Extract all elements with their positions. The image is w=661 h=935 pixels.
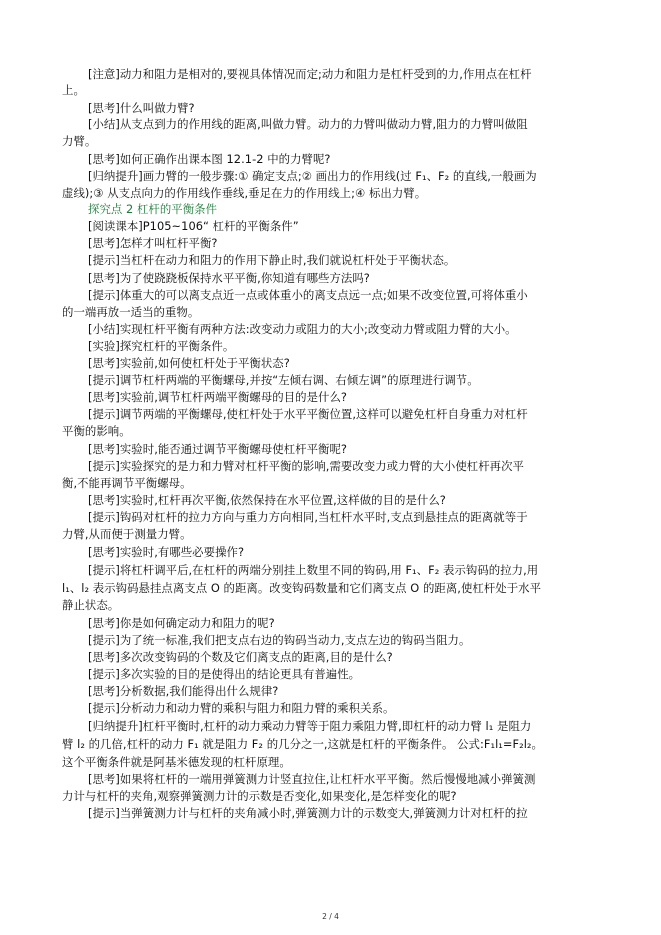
text-line: [提示]当弹簧测力计与杠杆的夹角减小时,弹簧测力计的示数变大,弹簧测力计对杠杆的拉: [88, 806, 528, 820]
text-line: 虚线);③ 从支点向力的作用线作垂线,垂足在力的作用线上;④ 标出力臂。: [62, 186, 427, 200]
text-line: [思考]分析数据,我们能得出什么规律?: [88, 684, 279, 698]
text-line: [提示]将杠杆调平后,在杠杆的两端分别挂上数里不同的钩码,用 F₁、F₂ 表示钩码的拉力,用: [88, 563, 539, 577]
text-line: [提示]分析动力和动力臂的乘积与阻力和阻力臂的乘积关系。: [88, 701, 395, 715]
text-line: 的一端再放一适当的重物。: [62, 305, 200, 319]
text-line: [思考]实验时,杠杆再次平衡,依然保持在水平位置,这样做的目的是什么?: [88, 493, 446, 507]
text-line: 这个平衡条件就是阿基米德发现的杠杆原理。: [62, 755, 291, 769]
text-line: [思考]如果将杠杆的一端用弹簧测力计竖直拉住,让杠杆水平平衡。然后慢慢地减小弹簧测: [88, 772, 536, 786]
text-line: [思考]实验时,能否通过调节平衡螺母使杠杆平衡呢?: [88, 442, 348, 456]
page-number: 2 / 4: [322, 912, 339, 921]
text-line: [小结]实现杠杆平衡有两种方法:改变动力或阻力的大小;改变动力臂或阻力臂的大小。: [88, 322, 517, 336]
text-line: [提示]调节两端的平衡螺母,使杠杆处于水平平衡位置,这样可以避免杠杆自身重力对杠杆: [88, 407, 528, 421]
text-line: 衡,不能再调节平衡螺母。: [62, 476, 192, 490]
text-line: l₁、l₂ 表示钩码悬挂点离支点 O 的距离。改变钩码数量和它们离支点 O 的距离,使杠杆处于水平: [62, 581, 542, 595]
text-line: [归纳提升]画力臂的一般步骤:① 确定支点;② 画出力的作用线(过 F₁、F₂ 的直线,一般画为: [88, 169, 537, 183]
text-line: [提示]为了统一标准,我们把支点右边的钩码当动力,支点左边的钩码当阻力。: [88, 633, 471, 647]
text-line: [思考]实验前,如何使杠杆处于平衡状态?: [88, 356, 290, 370]
text-line: [实验]探究杠杆的平衡条件。: [88, 339, 235, 353]
text-line: [思考]怎样才叫杠杆平衡?: [88, 236, 218, 250]
text-line: [归纳提升]杠杆平衡时,杠杆的动力乘动力臂等于阻力乘阻力臂,即杠杆的动力臂 l₁ 是阻力: [88, 719, 532, 733]
text-line: 力臂,从而便于测量力臂。: [62, 527, 192, 541]
text-line: 力计与杠杆的夹角,观察弹簧测力计的示数是否变化,如果变化,是怎样变化的呢?: [62, 789, 457, 803]
text-line: 上。: [62, 83, 85, 97]
text-line: 臂 l₂ 的几倍,杠杆的动力 F₁ 就是阻力 F₂ 的几分之一,这就是杠杆的平衡条件。 公式:F₁l₁=F₂l₂。: [62, 737, 543, 751]
text-line: [阅读课本]P105~106“ 杠杆的平衡条件”: [88, 219, 299, 233]
text-line: 力臂。: [62, 134, 97, 148]
text-line: [思考]为了使跷跷板保持水平平衡,你知道有哪些方法吗?: [88, 271, 370, 285]
text-line: [提示]当杠杆在动力和阻力的作用下静止时,我们就说杠杆处于平衡状态。: [88, 253, 456, 267]
text-line: [提示]调节杠杆两端的平衡螺母,并按“左倾右调、右倾左调”的原理进行调节。: [88, 373, 479, 387]
section-heading: 探究点 2 杠杆的平衡条件: [88, 202, 218, 216]
text-line: [思考]实验时,有哪些必要操作?: [88, 545, 245, 559]
text-line: [思考]多次改变钩码的个数及它们离支点的距离,目的是什么?: [88, 650, 393, 664]
text-line: [思考]如何正确作出课本图 12.1-2 中的力臂呢?: [88, 152, 331, 166]
text-line: [提示]多次实验的目的是使得出的结论更具有普遍性。: [88, 667, 361, 681]
text-line: [小结]从支点到力的作用线的距离,叫做力臂。动力的力臂叫做动力臂,阻力的力臂叫做阻: [88, 117, 528, 131]
text-line: 平衡的影响。: [62, 424, 131, 438]
text-line: [提示]实验探究的是力和力臂对杠杆平衡的影响,需要改变力或力臂的大小使杠杆再次平: [88, 459, 524, 473]
text-line: [注意]动力和阻力是相对的,要视具体情况而定;动力和阻力是杠杆受到的力,作用点在杠杆: [88, 67, 532, 81]
text-line: [思考]实验前,调节杠杆两端平衡螺母的目的是什么?: [88, 390, 348, 404]
text-line: 静止状态。: [62, 598, 120, 612]
text-line: [提示]体重大的可以离支点近一点或体重小的离支点远一点;如果不改变位置,可将体重小: [88, 288, 528, 302]
text-line: [思考]什么叫做力臂?: [88, 101, 195, 115]
text-line: [提示]钩码对杠杆的拉力方向与重力方向相同,当杠杆水平时,支点到悬挂点的距离就等于: [88, 510, 528, 524]
text-line: [思考]你是如何确定动力和阻力的呢?: [88, 616, 275, 630]
